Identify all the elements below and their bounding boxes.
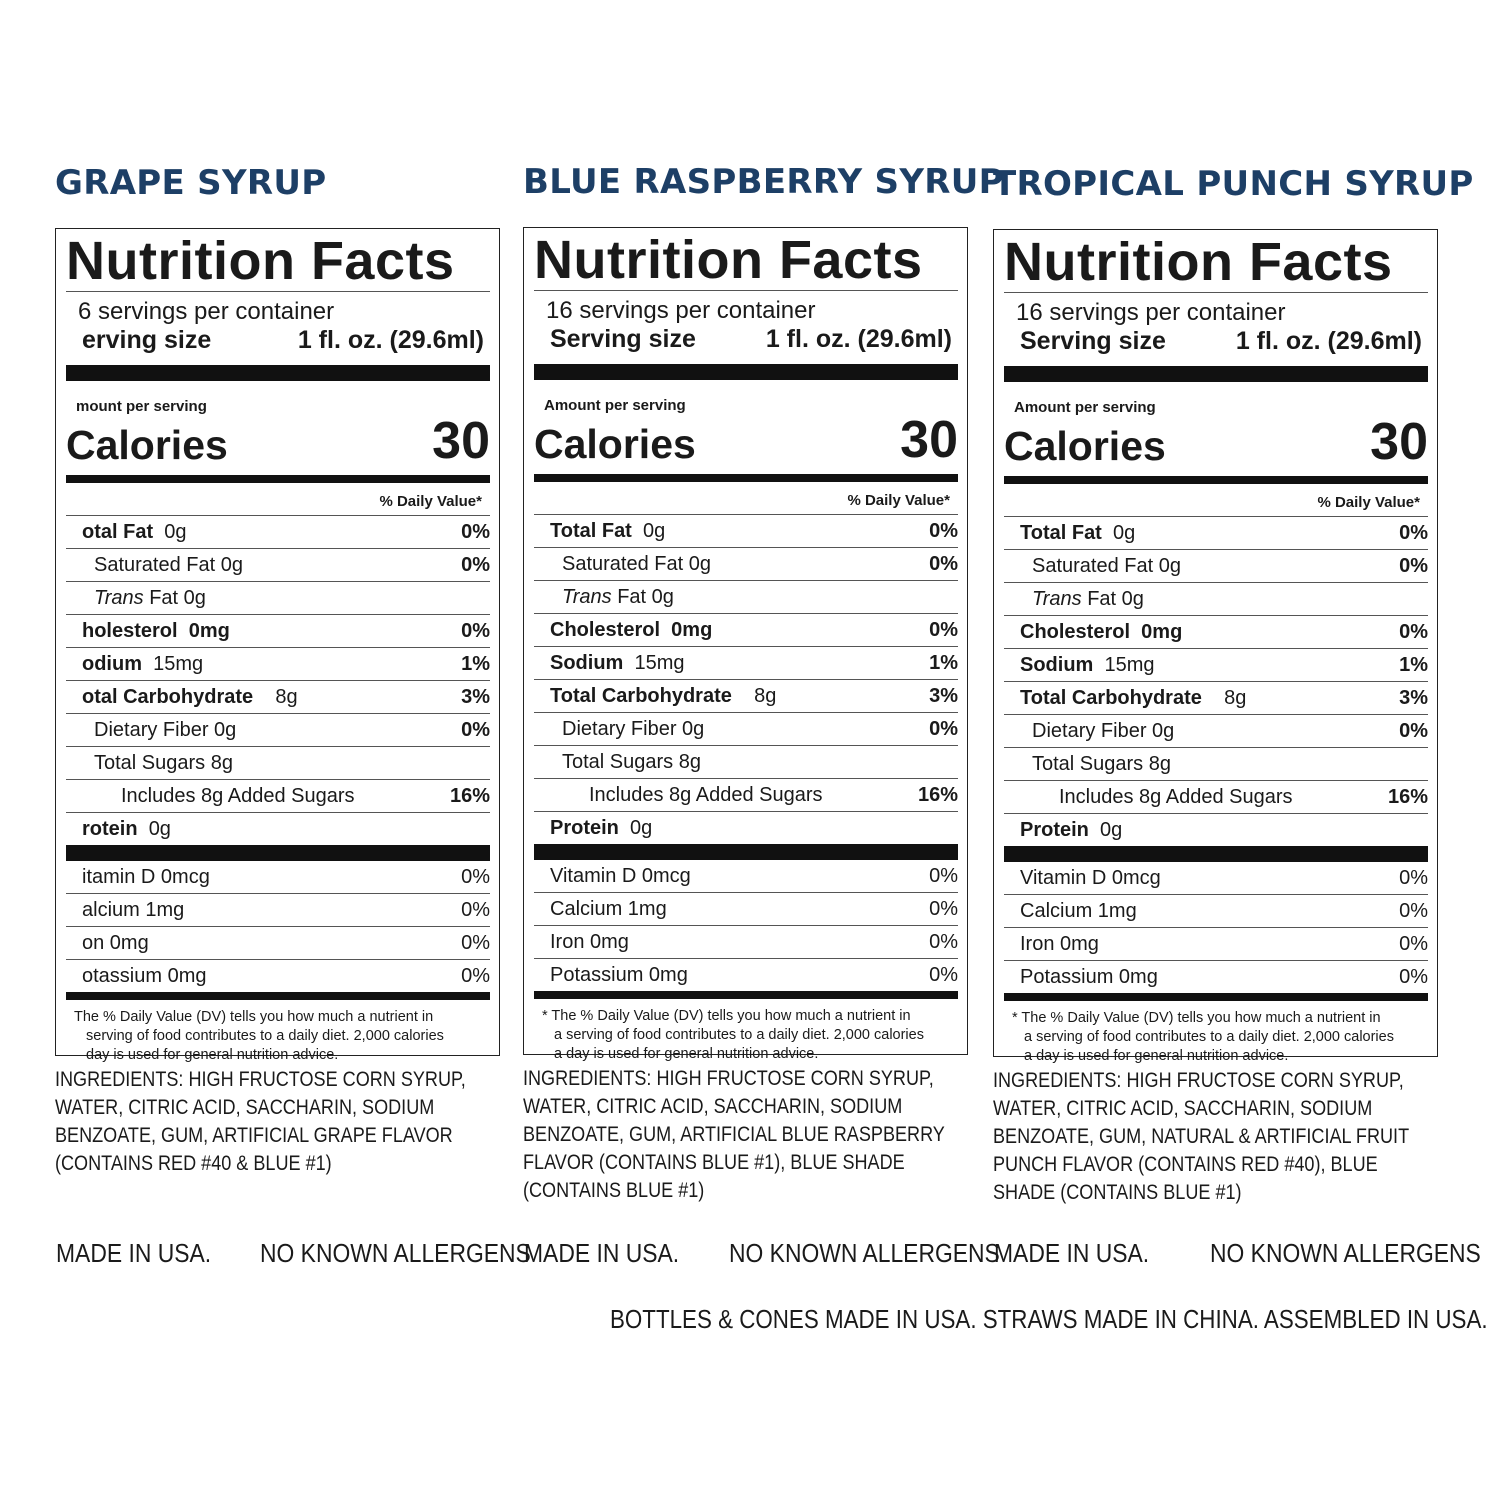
nutrient-row: Total Sugars 8g <box>534 746 958 779</box>
nutrition-facts-heading: Nutrition Facts <box>534 230 923 290</box>
divider-medium <box>534 474 958 482</box>
divider-thick <box>66 845 490 861</box>
panel-tropical-punch <box>993 164 1474 1207</box>
nutrient-row: Includes 8g Added Sugars 16% <box>66 780 490 813</box>
serving-size: Serving size 1 fl. oz. (29.6ml) <box>1020 327 1422 355</box>
nutrient-row: Trans Fat 0g <box>66 582 490 615</box>
nutrition-label <box>993 229 1438 1064</box>
vitamin-row: itamin D 0mcg 0% <box>66 861 490 894</box>
nutrient-row: Sodium 15mg 1% <box>534 647 958 680</box>
servings-per-container: 16 servings per container <box>546 297 816 324</box>
calories-row: Calories 30 <box>534 411 958 469</box>
divider-thick <box>534 844 958 860</box>
footnote: * The % Daily Value (DV) tells you how much a nutrient in a serving of food contributes to a daily diet. 2,000 calories a day is used for general nutrition advice. <box>1012 1010 1394 1064</box>
divider-medium <box>66 475 490 483</box>
servings-per-container: 16 servings per container <box>1016 299 1286 326</box>
nutrient-row: rotein 0g <box>82 818 171 840</box>
nutrient-row: Dietary Fiber 0g 0% <box>66 714 490 747</box>
vitamin-row: Iron 0mg 0% <box>1004 928 1428 961</box>
nutrient-row: otal Fat 0g 0% <box>66 516 490 549</box>
nutrient-row: Total Sugars 8g <box>66 747 490 780</box>
vitamin-row: Calcium 1mg 0% <box>1004 895 1428 928</box>
ingredients: INGREDIENTS: HIGH FRUCTOSE CORN SYRUP, WATER, CITRIC ACID, SACCHARIN, SODIUM BENZOATE, GUM, ARTIFICIAL BLUE RASPBERRY FLAVOR (CONTAINS BLUE #1), BLUE SHADE (CONTAINS BLUE #1) <box>523 1067 945 1202</box>
divider-medium <box>534 991 958 999</box>
allergens-note: NO KNOWN ALLERGENS <box>260 1238 531 1268</box>
allergens-note: NO KNOWN ALLERGENS <box>1210 1238 1481 1268</box>
vitamin-row: otassium 0mg 0% <box>82 965 490 987</box>
nutrition-label <box>55 228 500 1063</box>
calories-row: Calories 30 <box>66 412 490 470</box>
divider-thick <box>1004 846 1428 862</box>
nutrient-row: Includes 8g Added Sugars 16% <box>1004 781 1428 814</box>
amount-per-serving: Amount per serving <box>544 397 686 414</box>
footnote: * The % Daily Value (DV) tells you how much a nutrient in a serving of food contributes to a daily diet. 2,000 calories a day is used for general nutrition advice. <box>542 1008 924 1062</box>
nutrient-row: Total Fat 0g 0% <box>534 515 958 548</box>
nutrient-row: Total Fat 0g 0% <box>1004 517 1428 550</box>
nutrient-row: Includes 8g Added Sugars 16% <box>534 779 958 812</box>
nutrient-row: Saturated Fat 0g 0% <box>534 548 958 581</box>
vitamin-row: Iron 0mg 0% <box>534 926 958 959</box>
amount-per-serving: mount per serving <box>76 398 207 415</box>
nutrition-label <box>523 227 968 1062</box>
daily-value-header: % Daily Value* <box>66 483 490 516</box>
vitamin-row: Vitamin D 0mcg 0% <box>534 860 958 893</box>
syrup-title: GRAPE SYRUP <box>55 163 327 203</box>
nutrient-row: Saturated Fat 0g 0% <box>1004 550 1428 583</box>
nutrient-row: Trans Fat 0g <box>534 581 958 614</box>
nutrient-row: otal Carbohydrate 8g 3% <box>66 681 490 714</box>
serving-size: Serving size 1 fl. oz. (29.6ml) <box>550 325 952 353</box>
nutrient-row: Total Carbohydrate 8g 3% <box>534 680 958 713</box>
divider-thick <box>66 365 490 381</box>
nutrient-row: Total Sugars 8g <box>1004 748 1428 781</box>
servings-per-container: 6 servings per container <box>78 298 335 325</box>
syrup-title: BLUE RASPBERRY SYRUP <box>523 162 1004 202</box>
daily-value-header: % Daily Value* <box>1004 484 1428 517</box>
vitamin-row: Potassium 0mg 0% <box>550 964 958 986</box>
made-in-usa: MADE IN USA. <box>524 1238 680 1268</box>
nutrient-row: Cholesterol 0mg 0% <box>1004 616 1428 649</box>
nutrient-row: odium 15mg 1% <box>66 648 490 681</box>
nutrient-row: Sodium 15mg 1% <box>1004 649 1428 682</box>
daily-value-header: % Daily Value* <box>534 482 958 515</box>
footnote: The % Daily Value (DV) tells you how much a nutrient in serving of food contributes to a daily diet. 2,000 calories day is used for general nutrition advice. <box>74 1009 444 1063</box>
ingredients: INGREDIENTS: HIGH FRUCTOSE CORN SYRUP, WATER, CITRIC ACID, SACCHARIN, SODIUM BENZOATE, GUM, ARTIFICIAL GRAPE FLAVOR (CONTAINS RED #40 & BLUE #1) <box>55 1068 466 1175</box>
divider-medium <box>1004 993 1428 1001</box>
divider-thick <box>534 364 958 380</box>
nutrient-row: Saturated Fat 0g 0% <box>66 549 490 582</box>
vitamin-row: alcium 1mg 0% <box>66 894 490 927</box>
serving-size: erving size 1 fl. oz. (29.6ml) <box>82 326 484 354</box>
nutrient-row: Total Carbohydrate 8g 3% <box>1004 682 1428 715</box>
nutrient-row: Protein 0g <box>550 817 653 839</box>
nutrition-facts-heading: Nutrition Facts <box>1004 232 1393 292</box>
divider-medium <box>1004 476 1428 484</box>
nutrient-row: Dietary Fiber 0g 0% <box>1004 715 1428 748</box>
nutrient-row: Trans Fat 0g <box>1004 583 1428 616</box>
manufacturing-note: BOTTLES & CONES MADE IN USA. STRAWS MADE IN CHINA. ASSEMBLED IN USA. <box>610 1304 1488 1334</box>
nutrient-row: Cholesterol 0mg 0% <box>534 614 958 647</box>
panel-blue-raspberry <box>523 162 1004 1205</box>
made-in-usa: MADE IN USA. <box>56 1238 212 1268</box>
allergens-note: NO KNOWN ALLERGENS <box>729 1238 1000 1268</box>
nutrition-facts-heading: Nutrition Facts <box>66 231 455 291</box>
vitamin-row: Vitamin D 0mcg 0% <box>1004 862 1428 895</box>
divider-thick <box>1004 366 1428 382</box>
syrup-title: TROPICAL PUNCH SYRUP <box>993 164 1474 204</box>
amount-per-serving: Amount per serving <box>1014 399 1156 416</box>
nutrient-row: Dietary Fiber 0g 0% <box>534 713 958 746</box>
made-in-usa: MADE IN USA. <box>994 1238 1150 1268</box>
nutrient-row: Protein 0g <box>1020 819 1123 841</box>
panel-grape <box>55 163 500 1178</box>
vitamin-row: Potassium 0mg 0% <box>1020 966 1428 988</box>
divider-medium <box>66 992 490 1000</box>
calories-row: Calories 30 <box>1004 413 1428 471</box>
nutrient-row: holesterol 0mg 0% <box>66 615 490 648</box>
ingredients: INGREDIENTS: HIGH FRUCTOSE CORN SYRUP, WATER, CITRIC ACID, SACCHARIN, SODIUM BENZOATE, GUM, NATURAL & ARTIFICIAL FRUIT PUNCH FLAVOR (CONTAINS RED #40), BLUE SHADE (CONTAINS BLUE #1) <box>993 1069 1409 1204</box>
vitamin-row: on 0mg 0% <box>66 927 490 960</box>
vitamin-row: Calcium 1mg 0% <box>534 893 958 926</box>
